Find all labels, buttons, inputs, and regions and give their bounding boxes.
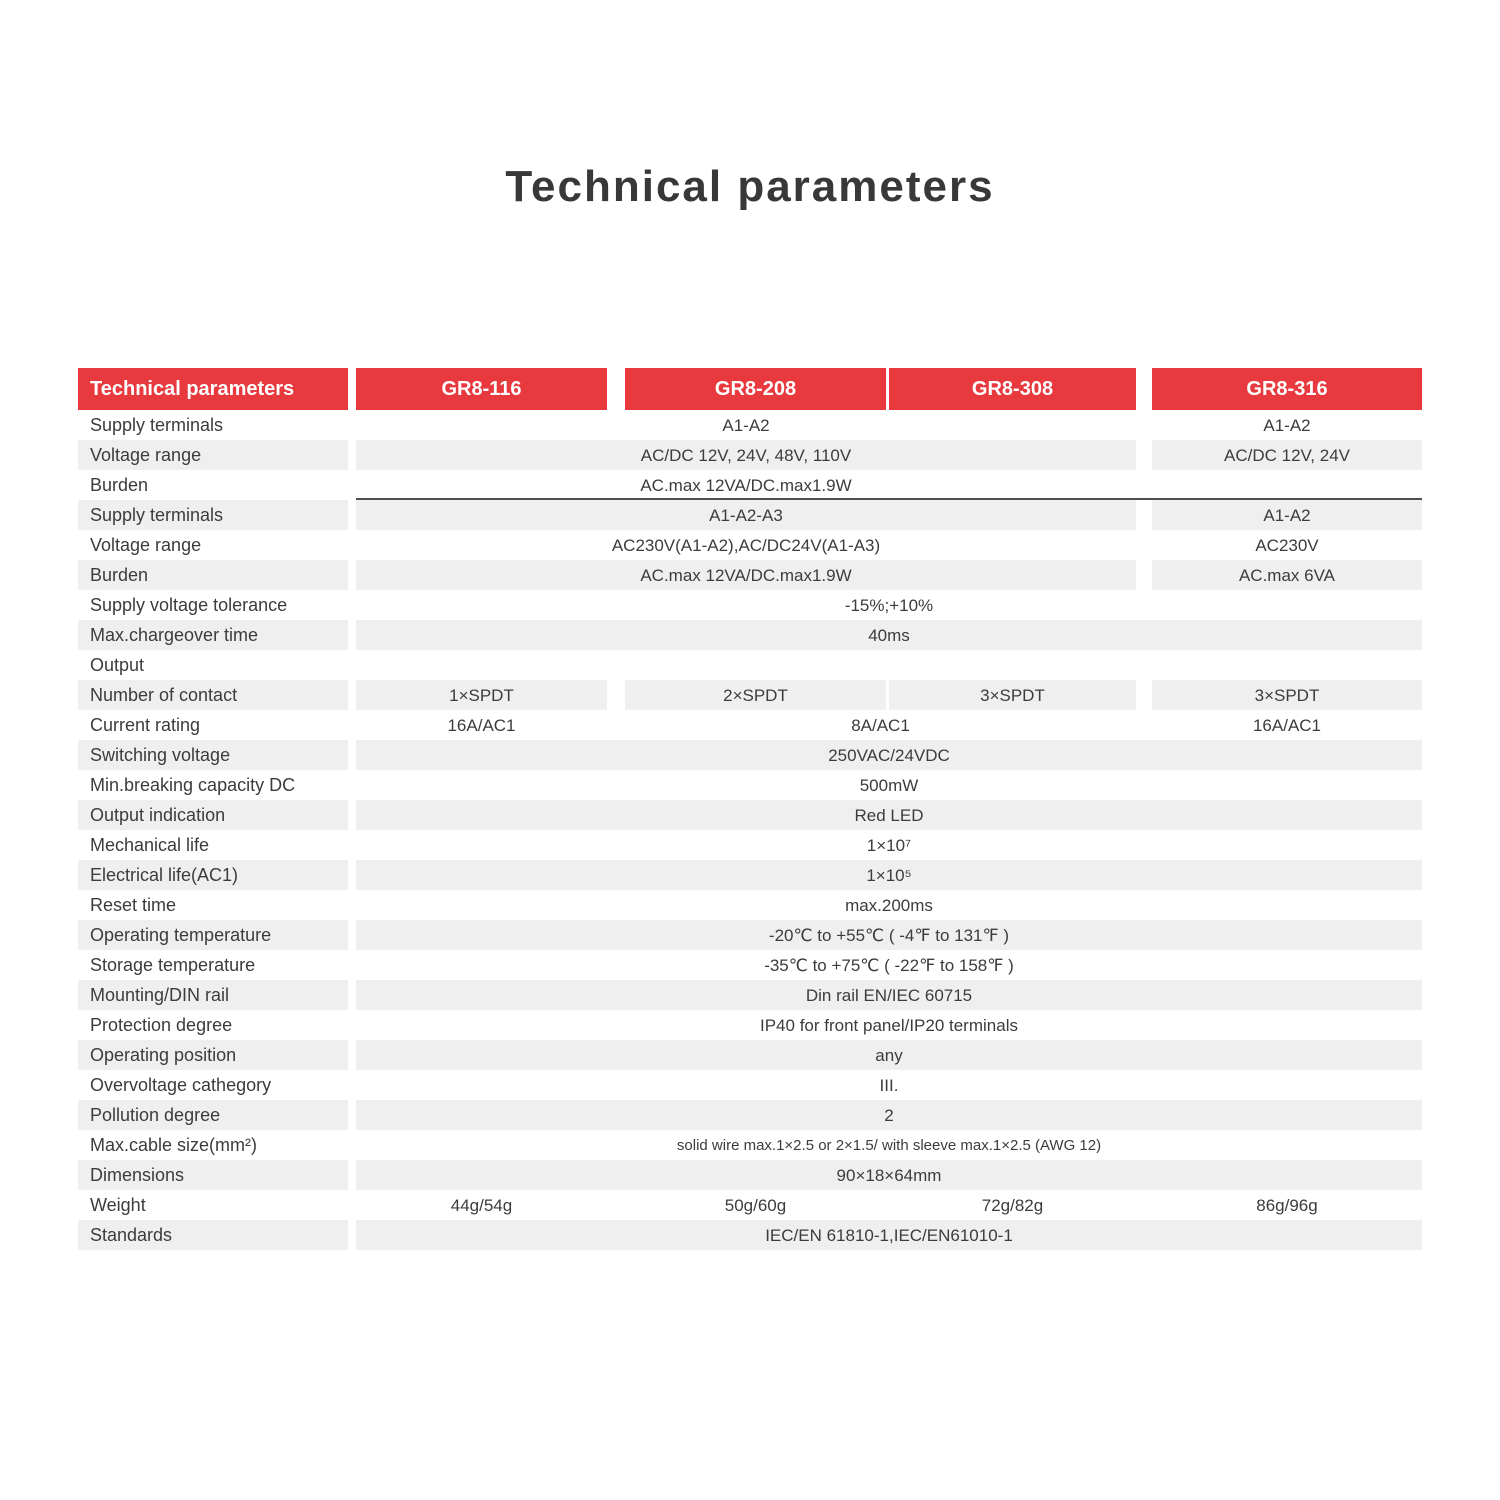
row-value: 86g/96g — [1256, 1195, 1318, 1215]
row-label: Output — [90, 655, 145, 675]
row-value: AC/DC 12V, 24V, 48V, 110V — [356, 440, 1136, 470]
row-value: III. — [879, 1075, 899, 1095]
row-label: Pollution degree — [78, 1100, 348, 1130]
row-label: Weight — [90, 1195, 146, 1215]
row-label: Current rating — [90, 715, 201, 735]
row-value: solid wire max.1×2.5 or 2×1.5/ with sleeve max.1×2.5 (AWG 12) — [676, 1136, 1102, 1154]
row-label: Standards — [78, 1220, 348, 1250]
table-row — [78, 1220, 1422, 1250]
table-row — [78, 770, 1422, 800]
row-value: A1-A2 — [722, 415, 770, 435]
row-value — [356, 650, 1422, 680]
column-gap — [348, 890, 356, 920]
row-value: IEC/EN 61810-1,IEC/EN61010-1 — [356, 1220, 1422, 1250]
column-gap — [1136, 680, 1152, 710]
column-gap — [348, 1040, 356, 1070]
header-col-gr8-116: GR8-116 — [356, 368, 607, 410]
row-label: Mechanical life — [90, 835, 210, 855]
column-gap — [348, 590, 356, 620]
row-value: 16A/AC1 — [1252, 715, 1322, 735]
table-row — [78, 1100, 1422, 1130]
column-gap — [1136, 1190, 1152, 1220]
row-value: -20℃ to +55℃ ( -4℉ to 131℉ ) — [356, 920, 1422, 950]
row-value: 1×SPDT — [356, 680, 607, 710]
table-row — [78, 1040, 1422, 1070]
table-header-row — [78, 368, 1422, 410]
row-value: 250VAC/24VDC — [356, 740, 1422, 770]
column-gap — [348, 440, 356, 470]
row-value: 8A/AC1 — [851, 715, 910, 735]
column-gap — [1136, 530, 1152, 560]
column-gap — [348, 1190, 356, 1220]
table-row — [78, 1010, 1422, 1040]
table-row — [78, 1070, 1422, 1100]
column-gap — [607, 680, 625, 710]
row-value: -35℃ to +75℃ ( -22℉ to 158℉ ) — [764, 955, 1014, 975]
column-gap — [348, 740, 356, 770]
table-row — [78, 710, 1422, 740]
table-row — [78, 1130, 1422, 1160]
row-value: AC.max 12VA/DC.max1.9W — [640, 475, 852, 495]
table-row — [78, 650, 1422, 680]
column-gap — [348, 1100, 356, 1130]
table-row — [78, 950, 1422, 980]
table-row — [78, 860, 1422, 890]
column-gap — [1136, 500, 1152, 530]
table-row — [78, 560, 1422, 590]
table-row — [78, 740, 1422, 770]
row-value: Din rail EN/IEC 60715 — [356, 980, 1422, 1010]
column-gap — [348, 680, 356, 710]
column-gap — [348, 500, 356, 530]
row-value: AC.max 6VA — [1152, 560, 1422, 590]
column-gap — [348, 860, 356, 890]
row-value: 500mW — [859, 775, 919, 795]
column-gap — [348, 1010, 356, 1040]
column-gap — [348, 980, 356, 1010]
row-value: AC.max 12VA/DC.max1.9W — [356, 560, 1136, 590]
column-gap — [348, 710, 356, 740]
column-gap — [348, 1220, 356, 1250]
row-label: Burden — [90, 475, 149, 495]
column-gap — [348, 530, 356, 560]
column-gap — [348, 410, 356, 440]
table-row — [78, 680, 1422, 710]
row-value — [1152, 470, 1422, 500]
row-value: any — [356, 1040, 1422, 1070]
row-value: 2×SPDT — [625, 680, 886, 710]
row-value: A1-A2 — [1152, 500, 1422, 530]
row-value: Red LED — [356, 800, 1422, 830]
column-gap — [348, 830, 356, 860]
table-row — [78, 440, 1422, 470]
column-gap — [348, 1130, 356, 1160]
column-gap — [348, 560, 356, 590]
row-label: Output indication — [78, 800, 348, 830]
column-gap — [348, 1070, 356, 1100]
row-label: Number of contact — [78, 680, 348, 710]
row-label: Min.breaking capacity DC — [90, 775, 296, 795]
spec-table — [78, 368, 1422, 1250]
row-value: 90×18×64mm — [356, 1160, 1422, 1190]
table-row — [78, 620, 1422, 650]
row-label: Supply voltage tolerance — [90, 595, 288, 615]
table-row — [78, 530, 1422, 560]
divider-line — [356, 498, 1422, 500]
table-row — [78, 470, 1422, 500]
row-label: Supply terminals — [78, 500, 348, 530]
row-value: 44g/54g — [450, 1195, 513, 1215]
column-gap — [348, 368, 356, 410]
table-row — [78, 800, 1422, 830]
row-value: 2 — [356, 1100, 1422, 1130]
row-value: 50g/60g — [724, 1195, 787, 1215]
row-value: 3×SPDT — [889, 680, 1136, 710]
column-gap — [348, 950, 356, 980]
column-gap — [348, 470, 356, 500]
row-value: 40ms — [356, 620, 1422, 650]
row-label: Voltage range — [78, 440, 348, 470]
row-label: Overvoltage cathegory — [90, 1075, 272, 1095]
page-title: Technical parameters — [505, 162, 995, 211]
column-gap — [1136, 368, 1152, 410]
row-label: Operating temperature — [78, 920, 348, 950]
header-col-gr8-308: GR8-308 — [889, 368, 1136, 410]
table-row — [78, 830, 1422, 860]
row-value: A1-A2 — [1263, 415, 1311, 435]
column-gap — [348, 1160, 356, 1190]
column-gap — [348, 620, 356, 650]
table-row — [78, 890, 1422, 920]
row-label: Reset time — [90, 895, 177, 915]
row-value: A1-A2-A3 — [356, 500, 1136, 530]
column-gap — [1136, 710, 1152, 740]
row-value: AC230V — [1255, 535, 1319, 555]
column-gap — [348, 920, 356, 950]
row-label: Voltage range — [90, 535, 202, 555]
row-label: Max.chargeover time — [78, 620, 348, 650]
row-value: 72g/82g — [981, 1195, 1044, 1215]
column-gap — [1136, 410, 1152, 440]
table-row — [78, 1190, 1422, 1220]
row-value: 3×SPDT — [1152, 680, 1422, 710]
column-gap — [1136, 560, 1152, 590]
row-label: Mounting/DIN rail — [78, 980, 348, 1010]
column-gap — [607, 368, 625, 410]
row-value: AC230V(A1-A2),AC/DC24V(A1-A3) — [611, 535, 881, 555]
row-value: 1×10⁷ — [866, 835, 912, 855]
header-col-gr8-316: GR8-316 — [1152, 368, 1422, 410]
row-label: Operating position — [78, 1040, 348, 1070]
table-row — [78, 920, 1422, 950]
row-label: Storage temperature — [90, 955, 256, 975]
column-gap — [1136, 440, 1152, 470]
row-value: IP40 for front panel/IP20 terminals — [760, 1015, 1018, 1035]
row-label: Supply terminals — [90, 415, 224, 435]
row-label: Switching voltage — [78, 740, 348, 770]
column-gap — [607, 710, 625, 740]
table-row — [78, 590, 1422, 620]
header-label: Technical parameters — [78, 368, 348, 410]
row-value: AC/DC 12V, 24V — [1152, 440, 1422, 470]
row-value: 1×10⁵ — [356, 860, 1422, 890]
column-gap — [607, 1190, 625, 1220]
column-gap — [348, 650, 356, 680]
column-gap — [348, 800, 356, 830]
row-label: Electrical life(AC1) — [78, 860, 348, 890]
row-label: Burden — [78, 560, 348, 590]
table-row — [78, 410, 1422, 440]
header-col-gr8-208: GR8-208 — [625, 368, 886, 410]
row-value: 16A/AC1 — [447, 715, 516, 735]
row-value: -15%;+10% — [844, 595, 934, 615]
table-row — [78, 500, 1422, 530]
row-label: Dimensions — [78, 1160, 348, 1190]
row-label: Protection degree — [90, 1015, 233, 1035]
row-value: max.200ms — [845, 895, 933, 915]
table-row — [78, 980, 1422, 1010]
column-gap — [1136, 470, 1152, 500]
table-row — [78, 1160, 1422, 1190]
row-label: Max.cable size(mm²) — [90, 1135, 258, 1155]
column-gap — [348, 770, 356, 800]
